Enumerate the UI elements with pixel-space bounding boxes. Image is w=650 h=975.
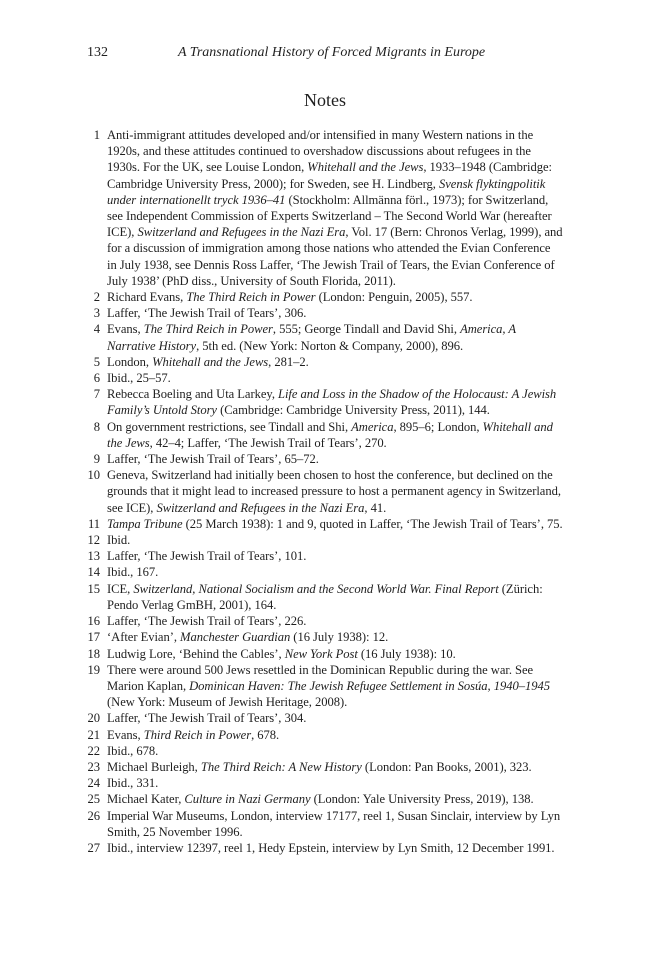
note-text-part: (London: Pan Books, 2001), 323. (361, 759, 532, 774)
note-item (87, 629, 563, 645)
note-number: 2 (93, 290, 100, 305)
note-number: 9 (93, 452, 100, 467)
note-title-italic: America, A Narrative History (107, 322, 516, 353)
note-title-italic: Whitehall and the Jews (152, 354, 269, 369)
note-title-italic: The Third Reich: A New History (200, 759, 362, 774)
note-text-part: , 41. (364, 500, 387, 515)
note-item (87, 127, 563, 289)
note-text-part: , 1933–1948 (Cambridge: Cambridge University Press, 2000); for Sweden, see H. Lindberg, (107, 160, 552, 191)
note-text (107, 371, 171, 385)
note-title-italic: Switzerland and Refugees in the Nazi Era (156, 500, 365, 515)
note-number: 4 (93, 322, 100, 337)
note-text (107, 728, 279, 742)
note-number: 11 (87, 516, 100, 531)
note-number: 12 (87, 533, 100, 548)
note-item (87, 354, 563, 370)
note-number: 25 (87, 792, 100, 807)
note-item (87, 289, 563, 305)
note-text-part: Laffer, ‘The Jewish Trail of Tears’, 306. (107, 306, 307, 321)
note-number: 22 (87, 743, 100, 758)
note-item (87, 370, 563, 386)
note-text-part: (16 July 1938): 12. (290, 630, 389, 645)
note-text-part: ICE, (107, 581, 134, 596)
note-number: 23 (87, 759, 100, 774)
note-text (107, 760, 532, 774)
note-text (107, 533, 130, 547)
note-text-part: Evans, (107, 322, 144, 337)
note-text (107, 128, 563, 288)
note-item (87, 564, 563, 580)
note-number: 27 (87, 840, 100, 855)
note-title-italic: Whitehall and the Jews (307, 160, 424, 175)
note-title-italic: Life and Loss in the Shadow of the Holocaust: A Jewish Family’s Untold Story (107, 387, 557, 418)
note-item (87, 791, 563, 807)
note-text (107, 517, 563, 531)
note-title-italic: Switzerland, National Socialism and the Second World War. Final Report (133, 581, 499, 596)
note-text-part: On government restrictions, see Tindall and Shi, (107, 419, 352, 434)
note-text-part: Michael Burleigh, (107, 759, 201, 774)
note-item (87, 727, 563, 743)
note-text-part: Imperial War Museums, London, interview 17177, reel 1, Susan Sinclair, interview by Lyn Smith, 25 November 1996. (107, 808, 561, 839)
note-number: 3 (93, 306, 100, 321)
note-text (107, 549, 306, 563)
note-text-part: Ibid., 25–57. (107, 371, 171, 386)
note-item (87, 321, 563, 353)
note-title-italic: New York Post (284, 646, 358, 661)
note-text-part: , 281–2. (268, 354, 309, 369)
note-text-part: , 895–6; London, (393, 419, 483, 434)
note-text (107, 452, 319, 466)
note-number: 13 (87, 549, 100, 564)
note-text-part: Anti-immigrant attitudes developed and/or intensified in many Western nations in the 1920s, and these attitudes continued to overshadow discussions about refugees in the 1930s. For the UK, see Louise London, (107, 128, 534, 175)
note-item (87, 710, 563, 726)
note-number: 17 (87, 630, 100, 645)
note-item (87, 840, 563, 856)
note-text (107, 468, 561, 514)
running-head: A Transnational History of Forced Migrants in Europe (178, 45, 486, 60)
note-text-part: Ibid., 678. (107, 743, 159, 758)
note-text-part: , 42–4; Laffer, ‘The Jewish Trail of Tears’, 270. (149, 435, 387, 450)
note-text-part: Ibid. (107, 533, 131, 548)
note-title-italic: Third Reich in Power (143, 727, 252, 742)
note-text-part: Rebecca Boeling and Uta Larkey, (107, 387, 279, 402)
page-number: 132 (87, 45, 108, 60)
note-title-italic: The Third Reich in Power (143, 322, 273, 337)
note-text-part: Ibid., 331. (107, 776, 159, 791)
note-title-italic: The Third Reich in Power (186, 290, 316, 305)
note-text (107, 841, 555, 855)
note-text-part: (25 March 1938): 1 and 9, quoted in Laffer, ‘The Jewish Trail of Tears’, 75. (182, 516, 563, 531)
note-item (87, 386, 563, 418)
note-item (87, 532, 563, 548)
note-number: 15 (87, 581, 100, 596)
note-item (87, 581, 563, 613)
note-text (107, 792, 534, 806)
note-number: 21 (87, 727, 100, 742)
note-item (87, 419, 563, 451)
note-number: 20 (87, 711, 100, 726)
note-item (87, 613, 563, 629)
note-text (107, 565, 158, 579)
note-item (87, 646, 563, 662)
note-text-part: Michael Kater, (107, 792, 185, 807)
note-item (87, 548, 563, 564)
note-text-part: London, (107, 354, 153, 369)
note-item (87, 467, 563, 516)
note-text-part: (Stockholm: Allmänna förl., 1973); for Switzerland, see Independent Commission of Experts Switzerland – The Second World War (hereafter ICE), (107, 192, 552, 240)
note-text (107, 663, 550, 709)
note-text-part: Ibid., 167. (107, 565, 159, 580)
note-text (107, 614, 306, 628)
note-text (107, 582, 543, 612)
note-text-part: (16 July 1938): 10. (357, 646, 456, 661)
note-text (107, 290, 472, 304)
note-text-part: (Cambridge: Cambridge University Press, 2011), 144. (216, 403, 490, 418)
note-text-part: Richard Evans, (107, 290, 187, 305)
note-text-part: , 678. (251, 727, 280, 742)
note-item (87, 759, 563, 775)
note-text (107, 322, 516, 352)
note-text (107, 809, 560, 839)
note-number: 16 (87, 614, 100, 629)
note-number: 24 (87, 776, 100, 791)
note-number: 7 (93, 387, 100, 402)
note-text-part: There were around 500 Jews resettled in the Dominican Republic during the war. See Marion Kaplan, (107, 662, 534, 693)
note-text-part: Ludwig Lore, ‘Behind the Cables’, (107, 646, 285, 661)
note-text-part: (Zürich: Pendo Verlag GmBH, 2001), 164. (107, 581, 543, 612)
note-number: 5 (93, 354, 100, 369)
note-text-part: Laffer, ‘The Jewish Trail of Tears’, 101. (107, 549, 307, 564)
note-text-part: Evans, (107, 727, 144, 742)
note-text (107, 744, 158, 758)
note-number: 10 (87, 468, 100, 483)
note-title-italic: Svensk flyktingpolitik under internationellt tryck 1936–41 (107, 176, 546, 207)
note-text-part: , 555; George Tindall and David Shi, (272, 322, 461, 337)
note-item (87, 305, 563, 321)
note-item (87, 451, 563, 467)
note-text (107, 355, 309, 369)
note-item (87, 516, 563, 532)
note-item (87, 743, 563, 759)
section-title: Notes (304, 90, 346, 110)
note-number: 19 (87, 662, 100, 677)
note-item (87, 808, 563, 840)
note-text-part: Ibid., interview 12397, reel 1, Hedy Epstein, interview by Lyn Smith, 12 December 1991. (107, 840, 555, 855)
note-text-part: (London: Yale University Press, 2019), 138. (310, 792, 534, 807)
note-number: 1 (93, 128, 100, 142)
note-number: 6 (93, 371, 100, 386)
note-text-part: (New York: Museum of Jewish Heritage, 2008). (107, 695, 348, 710)
note-text (107, 647, 456, 661)
note-title-italic: Whitehall and the Jews (107, 419, 553, 450)
note-text-part: Laffer, ‘The Jewish Trail of Tears’, 65–72. (107, 452, 319, 467)
note-title-italic: Manchester Guardian (180, 630, 291, 645)
note-title-italic: Culture in Nazi Germany (184, 792, 311, 807)
note-text-part: Laffer, ‘The Jewish Trail of Tears’, 226. (107, 614, 307, 629)
note-item (87, 662, 563, 711)
note-number: 14 (87, 565, 100, 580)
note-text (107, 630, 388, 644)
note-text (107, 776, 158, 790)
note-text (107, 306, 306, 320)
note-text-part: , Vol. 17 (Bern: Chronos Verlag, 1999), and for a discussion of immigration among those nations who attended the Evian Conference in July 1938, see Dennis Ross Laffer, ‘The Jewish Trail of Tears, the Evian Conference of July 1938’ (PhD diss., University of South Florida, 2011). (107, 225, 563, 288)
note-title-italic: America (351, 419, 394, 434)
note-text (107, 711, 306, 725)
note-text-part: ‘After Evian’, (107, 630, 181, 645)
note-item (87, 775, 563, 791)
note-text (107, 387, 556, 417)
notes-list (87, 127, 563, 856)
note-number: 8 (93, 419, 100, 434)
note-text-part: (London: Penguin, 2005), 557. (315, 290, 473, 305)
note-title-italic: Dominican Haven: The Jewish Refugee Settlement in Sosúa, 1940–1945 (189, 678, 550, 693)
note-title-italic: Tampa Tribune (107, 516, 183, 531)
note-text-part: , 5th ed. (New York: Norton & Company, 2000), 896. (196, 338, 464, 353)
note-title-italic: Switzerland and Refugees in the Nazi Era (137, 225, 346, 240)
note-text-part: Geneva, Switzerland had initially been chosen to host the conference, but declined on the grounds that it might lead to increased pressure to host a permanent agency in Switzerland, see ICE), (107, 468, 561, 515)
note-text (107, 420, 553, 450)
note-text-part: Laffer, ‘The Jewish Trail of Tears’, 304. (107, 711, 307, 726)
note-number: 18 (87, 646, 100, 661)
note-number: 26 (87, 808, 100, 823)
